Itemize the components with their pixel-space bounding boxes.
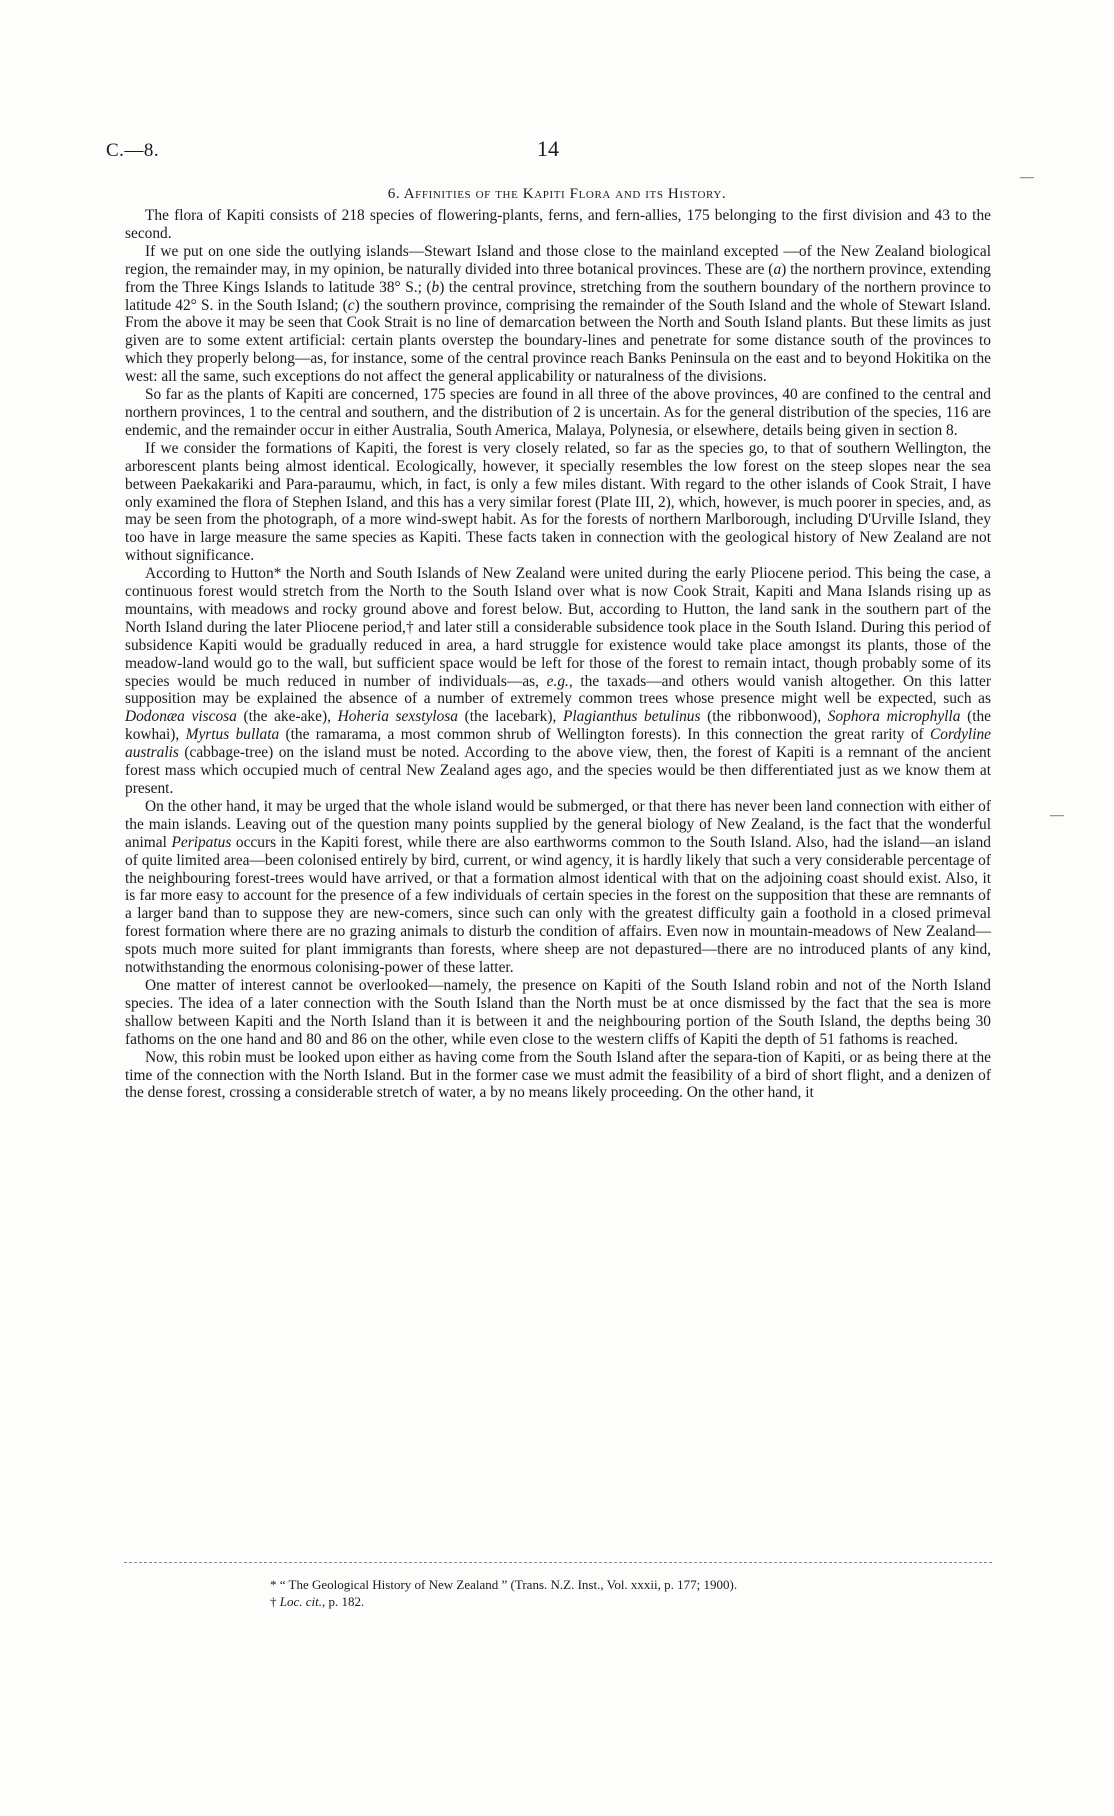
footnote-2-mark: † [270,1594,277,1609]
paragraph [125,207,991,243]
text-run: On the other hand, it may be urged that the whole island would be submerged, or that there has never been land connection with either of the main islands. Leaving out of the question many points supplied by the general biology of New Zealand, is the fact that the wonderful animal [125,797,991,851]
text-run: If we consider the formations of Kapiti, the forest is very closely related, so far as the species go, to that of southern Wellington, the arborescent plants being almost identical. Ecologically, however, it specially resembles the low forest on the steep slopes near the sea between Paekakariki and Para-paraumu, which, in fact, is only a few miles distant. With regard to the other islands of Cook Strait, I have only examined the flora of Stephen Island, and this has a very similar forest (Plate III, 2), which, however, is much poorer in species, and, as may be seen from the photograph, of a more wind-swept habit. As for the forests of northern Marlborough, including D'Urville Island, they too have in large measure the same species as Kapiti. These facts taken in connection with the geological history of New Zealand are not without significance. [125,439,991,565]
footnote-2-italic: Loc. cit. [279,1594,322,1609]
italic-text: Plagianthus betulinus [562,708,701,726]
text-run: ) the northern province, extending from the Three Kings Islands to latitude 38° S.; ( [125,260,992,296]
paragraph [125,1049,991,1103]
footnote-2-rest: , p. 182. [322,1594,365,1609]
text-run: (cabbage-tree) on the island must be noted. According to the above view, then, the forest of Kapiti is a remnant of the ancient forest mass which occupied much of central New Zealand ages ago, and the species would be then differentiated just as we know them at present. [125,744,991,797]
italic-text: Sophora microphylla [827,708,961,726]
italic-text: e.g. [546,672,569,690]
italic-text: Dodonæa viscosa [125,708,237,726]
text-run: If we put on one side the outlying islands—Stewart Island and those close to the mainland excepted —of the New Zealand biological region, the remainder may, in my opinion, be naturally divided into three botanical provinces. These are ( [125,242,991,278]
paragraph [125,440,991,565]
text-run: (the ramarama, a most common shrub of Wellington forests). In this connection the great rarity of [279,726,931,744]
paragraph [125,565,991,798]
paragraph [125,977,991,1049]
text-run: According to Hutton* the North and South Islands of New Zealand were united during the early Pliocene period. This being the case, a continuous forest would stretch from the North to the South Island over what is now Cook Strait, Kapiti and Mana Islands rising up as mountains, with meadows and rocky ground above and forest below. But, according to Hutton, the land sank in the southern part of the North Island during the later Pliocene period,† and later still a considerable subsidence took place in the South Island. During this period of subsidence Kapiti would be gradually reduced in area, a hard struggle for existence would take place amongst its plants, those of the meadow-land would go to the wall, but sufficient space would be left for those of the forest to remain intact, though probably some of its species would be much reduced in number of individuals—as, [125,565,991,690]
text-run: (the ribbonwood), [700,708,828,726]
text-run: occurs in the Kapiti forest, while there are also earthworms common to the South Island. Also, had the island—an island of quite limited area—been colonised entirely by bird, current, or wind agency, it is hardly likely that such a very considerable percentage of the neighbouring forest-trees would have arrived, or that a formation almost identical with that on the adjoining coast should exist. Also, it is far more easy to account for the presence of a few individuals of certain species in the forest on the supposition that these are remnants of a larger band than to suppose they are new-comers, since such can only with the greatest difficulty gain a foothold in a closed primeval forest formation where there are no grazing animals to disturb the condition of affairs. Even now in mountain-meadows of New Zealand—spots much more suited for plant immigrants than forests, where sheep are not depastured—there are no introduced plants of any kind, notwithstanding the enormous colonising-power of these latter. [125,833,991,977]
italic-text: a [773,260,782,278]
section-title: 6. Affinities of the Kapiti Flora and its History. [387,186,727,202]
paragraph [125,243,991,386]
text-run: One matter of interest cannot be overlooked—namely, the presence on Kapiti of the South Island robin and not of the North Island species. The idea of a later connection with the South Island than the North must be at once dismissed by the fact that the sea is more shallow between Kapiti and the North Island than it is between it and the neighbouring portion of the South Island, the depths being 30 fathoms on the one hand and 80 and 86 on the other, while even close to the western cliffs of Kapiti the depth of 51 fathoms is reached. [125,976,991,1048]
italic-text: b [431,278,440,296]
footnote-1: * “ The Geological History of New Zealand ” (Trans. N.Z. Inst., Vol. xxxii, p. 177; 1900). [270,1577,738,1592]
italic-text: c [347,296,355,314]
italic-text: Myrtus bullata [185,726,280,744]
footnotes [0,1576,1114,1610]
footnote-2 [0,1593,1114,1610]
italic-text: Cordyline australis [125,726,991,762]
margin-mark: — [1050,808,1064,823]
italic-text: Hoheria sexstylosa [337,708,458,726]
text-run: So far as the plants of Kapiti are concerned, 175 species are found in all three of the above provinces, 40 are confined to the central and northern provinces, 1 to the central and southern, and the distribution of 2 is uncertain. As for the general distribution of the species, 116 are endemic, and the remainder occur in either Australia, South America, Malaya, Polynesia, or elsewhere, details being given in section 8. [125,386,991,439]
text-run: (the lacebark), [457,708,563,726]
text-run: (the ake-ake), [236,708,338,726]
text-run: Now, this robin must be looked upon either as having come from the South Island after the separa-tion of Kapiti, or as being there at the time of the connection with the North Island. But in the former case we must admit the feasibility of a bird of short flight, and a denizen of the dense forest, crossing a considerable stretch of water, a by no means likely proceeding. On the other hand, it [125,1048,991,1102]
margin-mark: — [1020,170,1034,185]
document-code: C.—8. [106,140,160,161]
text-run: (the kowhai), [125,708,991,744]
body-text [125,207,991,1102]
text-run: ) the southern province, comprising the remainder of the South Island and the whole of Stewart Island. From the above it may be seen that Cook Strait is no line of demarcation between the North and South Island plants. But these limits as just given are to some extent artificial: certain plants overstep the boundary-lines and penetrate for some distance south of the provinces to which they properly belong—as, for instance, some of the central province reach Banks Peninsula on the east and to beyond Hokitika on the west: all the same, such exceptions do not affect the general applicability or naturalness of the divisions. [125,296,991,386]
paragraph [125,798,991,977]
paragraph [125,386,991,440]
text-run: The flora of Kapiti consists of 218 species of flowering-plants, ferns, and fern-allies, 175 belonging to the first division and 43 to the second. [125,207,991,242]
footnote-divider [124,1562,992,1563]
text-run: ) the central province, stretching from the southern boundary of the northern province to latitude 42° S. in the South Island; ( [125,278,992,314]
text-run: , the taxads—and others would vanish altogether. On this latter supposition may be explained the absence of a number of extremely common trees whose presence might well be expected, such as [125,672,991,708]
page-number: 14 [537,136,559,161]
italic-text: Peripatus [171,833,232,851]
